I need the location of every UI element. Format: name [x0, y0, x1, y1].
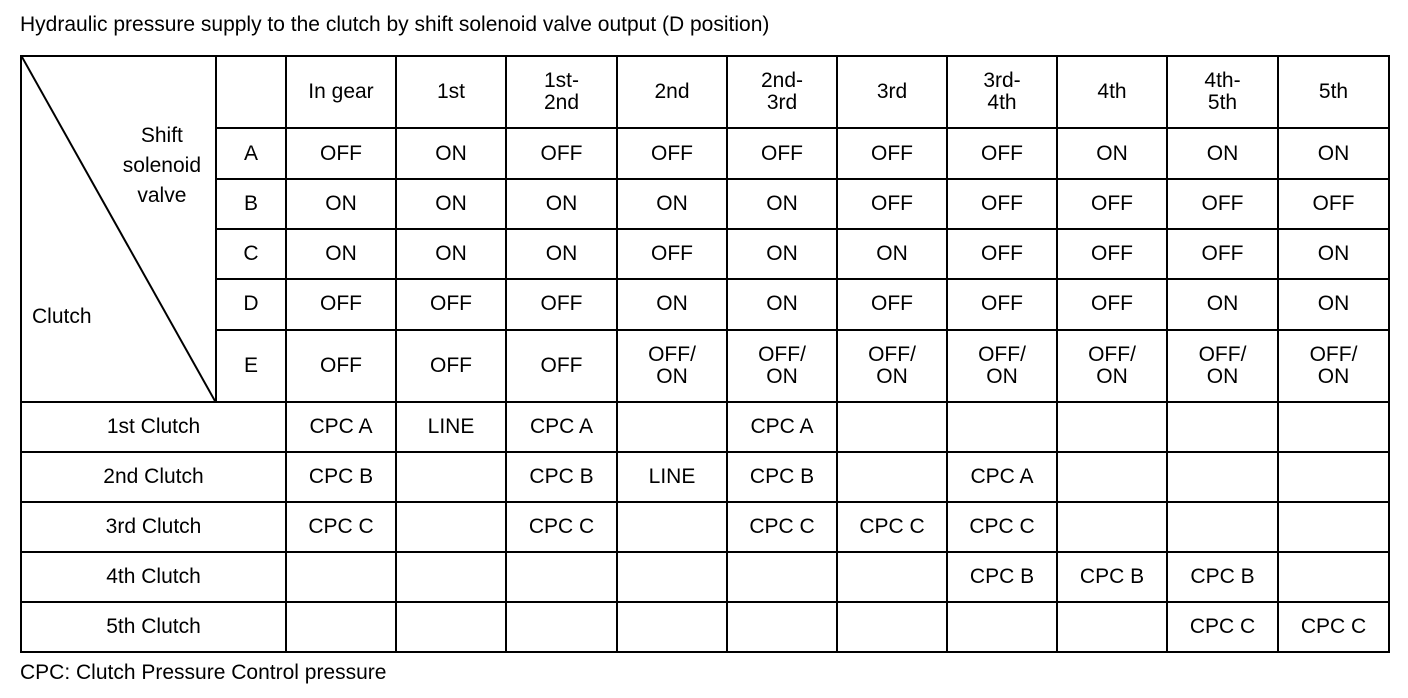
clutch-label: 3rd Clutch [21, 502, 286, 552]
pressure-cell [1278, 402, 1389, 452]
cell-text: OFF/ [978, 342, 1026, 366]
cell-text: OFF [1201, 242, 1244, 266]
pressure-cell [1167, 452, 1278, 502]
pressure-cell [1278, 502, 1389, 552]
solenoid-state-cell [506, 229, 617, 279]
cell-text: ON [766, 292, 798, 316]
cell-text: OFF [981, 191, 1023, 215]
pressure-cell: CPC B [1057, 552, 1167, 602]
solenoid-state-cell [1057, 229, 1167, 279]
cell-text: OFF [320, 141, 362, 165]
cell-text: OFF [871, 292, 913, 316]
cell-text: ON [435, 191, 467, 215]
cell-text: OFF [1091, 191, 1133, 215]
solenoid-state-cell [837, 179, 947, 229]
solenoid-state-cell [396, 279, 506, 329]
solenoid-label: B [216, 179, 286, 229]
solenoid-state-cell [727, 229, 837, 279]
pressure-cell [1057, 602, 1167, 652]
clutch-row [21, 502, 1389, 552]
solenoid-state-cell [286, 279, 396, 329]
pressure-cell: CPC A [286, 402, 396, 452]
cell-text: ON [325, 242, 357, 266]
cell-text: 4th [1097, 80, 1127, 104]
pressure-cell [947, 602, 1057, 652]
cell-text: ON [656, 191, 688, 215]
column-header [1167, 56, 1278, 128]
pressure-cell: CPC C [1278, 602, 1389, 652]
pressure-cell: CPC A [727, 402, 837, 452]
solenoid-state-cell [286, 179, 396, 229]
column-header [1278, 56, 1389, 128]
solenoid-state-cell [617, 229, 727, 279]
solenoid-state-cell [1278, 330, 1389, 402]
pressure-cell [1057, 452, 1167, 502]
solenoid-row-d [21, 279, 1389, 329]
clutch-label: 5th Clutch [21, 602, 286, 652]
solenoid-state-cell [1167, 330, 1278, 402]
cell-text: OFF [320, 292, 362, 316]
cell-text: OFF/ [1198, 342, 1247, 366]
cell-text: ON [1206, 292, 1239, 316]
clutch-label: 1st Clutch [21, 402, 286, 452]
solenoid-state-cell [1278, 279, 1389, 329]
header-blank-cell [216, 56, 286, 128]
cell-text: OFF/ [1309, 342, 1358, 366]
solenoid-state-cell [617, 279, 727, 329]
clutch-label: 2nd Clutch [21, 452, 286, 502]
cell-text: ON [766, 242, 798, 266]
solenoid-state-cell [1057, 330, 1167, 402]
cell-text: ON [656, 292, 688, 316]
column-header [1057, 56, 1167, 128]
cell-text: 1st- [543, 69, 579, 93]
solenoid-label: C [216, 229, 286, 279]
cell-text: OFF [761, 141, 803, 165]
cell-text: 4th [987, 91, 1017, 115]
cell-text: OFF/ [758, 342, 806, 366]
cell-text: OFF [540, 292, 583, 316]
solenoid-state-cell [617, 179, 727, 229]
pressure-cell [506, 552, 617, 602]
cell-text: OFF [540, 353, 583, 377]
solenoid-state-cell [1057, 279, 1167, 329]
solenoid-row-b [21, 179, 1389, 229]
cell-text: OFF [871, 141, 913, 165]
pressure-cell [1167, 502, 1278, 552]
solenoid-row-a [21, 128, 1389, 178]
cell-text: OFF [1091, 242, 1133, 266]
solenoid-label: D [216, 279, 286, 329]
pressure-cell [837, 402, 947, 452]
pressure-cell: CPC C [727, 502, 837, 552]
header-row [21, 56, 1389, 128]
cell-text: ON [545, 242, 578, 266]
solenoid-state-cell [947, 128, 1057, 178]
cell-text: ON [1206, 364, 1239, 388]
cell-text: OFF [651, 242, 693, 266]
solenoid-state-cell [1167, 128, 1278, 178]
pressure-cell [617, 502, 727, 552]
cell-text: ON [325, 191, 357, 215]
solenoid-state-cell [506, 128, 617, 178]
cell-text: ON [986, 364, 1018, 388]
pressure-cell [617, 602, 727, 652]
pressure-cell [837, 452, 947, 502]
cell-text: OFF [871, 191, 913, 215]
column-header [396, 56, 506, 128]
clutch-axis-label: Clutch [32, 305, 92, 328]
column-header [947, 56, 1057, 128]
pressure-cell [837, 552, 947, 602]
clutch-label: 4th Clutch [21, 552, 286, 602]
solenoid-state-cell [617, 330, 727, 402]
clutch-row [21, 452, 1389, 502]
solenoid-label: E [216, 330, 286, 402]
pressure-cell: CPC C [1167, 602, 1278, 652]
solenoid-state-cell [727, 179, 837, 229]
clutch-row [21, 602, 1389, 652]
pressure-cell [1057, 402, 1167, 452]
cell-text: OFF [1201, 191, 1244, 215]
cell-text: ON [656, 364, 688, 388]
pressure-cell [1167, 402, 1278, 452]
cell-text: ON [1096, 364, 1128, 388]
clutch-row [21, 402, 1389, 452]
solenoid-state-cell [947, 179, 1057, 229]
corner-cell [21, 56, 216, 402]
page-title: Hydraulic pressure supply to the clutch by shift solenoid valve output (D position) [20, 13, 770, 36]
cell-text: 1st [436, 80, 465, 104]
cell-text: 2nd [543, 91, 580, 115]
pressure-cell [727, 552, 837, 602]
solenoid-state-cell [1167, 229, 1278, 279]
solenoid-state-cell [286, 128, 396, 178]
cell-text: ON [766, 364, 798, 388]
cell-text: ON [1096, 141, 1128, 165]
cell-text: OFF [981, 292, 1023, 316]
solenoid-state-cell [396, 179, 506, 229]
solenoid-state-cell [1278, 229, 1389, 279]
cell-text: ON [876, 364, 908, 388]
pressure-cell: CPC A [506, 402, 617, 452]
pressure-cell [837, 602, 947, 652]
cell-text: ON [1206, 141, 1239, 165]
pressure-cell [727, 602, 837, 652]
solenoid-state-cell [1278, 128, 1389, 178]
solenoid-state-cell [947, 330, 1057, 402]
label-line: valve [137, 184, 187, 207]
solenoid-state-cell [837, 128, 947, 178]
solenoid-state-cell [947, 279, 1057, 329]
cell-text: ON [545, 191, 578, 215]
cell-text: 5th [1207, 91, 1238, 115]
clutch-row [21, 552, 1389, 602]
shift-solenoid-valve-label [123, 121, 201, 211]
cell-text: ON [435, 242, 467, 266]
pressure-cell [396, 502, 506, 552]
cell-text: OFF [1312, 191, 1355, 215]
solenoid-state-cell [286, 229, 396, 279]
solenoid-state-cell [727, 330, 837, 402]
column-header [617, 56, 727, 128]
solenoid-state-cell [396, 128, 506, 178]
pressure-cell [1278, 452, 1389, 502]
cell-text: 2nd- [760, 69, 804, 93]
solenoid-state-cell [947, 229, 1057, 279]
pressure-cell [617, 552, 727, 602]
pressure-cell [396, 452, 506, 502]
solenoid-state-cell [617, 128, 727, 178]
pressure-cell: CPC B [947, 552, 1057, 602]
solenoid-state-cell [1167, 279, 1278, 329]
pressure-cell: CPC C [506, 502, 617, 552]
solenoid-state-cell [727, 279, 837, 329]
pressure-cell: CPC C [947, 502, 1057, 552]
footnote: CPC: Clutch Pressure Control pressure [20, 661, 387, 684]
cell-text: OFF [430, 292, 472, 316]
pressure-cell [506, 602, 617, 652]
solenoid-state-cell [286, 330, 396, 402]
cell-text: 5th [1318, 80, 1349, 104]
pressure-cell: LINE [396, 402, 506, 452]
label-line: Shift [140, 124, 183, 147]
solenoid-state-cell [727, 128, 837, 178]
solenoid-state-cell [1057, 179, 1167, 229]
cell-text: 4th- [1204, 69, 1241, 93]
cell-text: OFF [981, 242, 1023, 266]
solenoid-state-cell [837, 229, 947, 279]
cell-text: 3rd [876, 80, 908, 104]
solenoid-state-cell [396, 229, 506, 279]
cell-text: 2nd [654, 80, 690, 104]
cell-text: OFF [320, 353, 362, 377]
solenoid-state-cell [1278, 179, 1389, 229]
column-header [837, 56, 947, 128]
solenoid-state-cell [1057, 128, 1167, 178]
solenoid-state-cell [506, 279, 617, 329]
cell-text: OFF [430, 353, 472, 377]
cell-text: ON [1317, 242, 1350, 266]
cell-text: ON [766, 191, 798, 215]
solenoid-state-cell [837, 279, 947, 329]
cell-text: OFF [1091, 292, 1133, 316]
solenoid-row-c [21, 229, 1389, 279]
pressure-cell [1278, 552, 1389, 602]
cell-text: 3rd [766, 91, 798, 115]
cell-text: OFF [981, 141, 1023, 165]
cell-text: ON [1317, 141, 1350, 165]
solenoid-state-cell [506, 179, 617, 229]
solenoid-row-e [21, 330, 1389, 402]
pressure-cell: CPC B [1167, 552, 1278, 602]
pressure-cell [947, 402, 1057, 452]
cell-text: ON [1317, 292, 1350, 316]
pressure-cell [286, 602, 396, 652]
pressure-cell [396, 602, 506, 652]
cell-text: OFF/ [868, 342, 916, 366]
cell-text: In gear [308, 80, 374, 104]
column-header [506, 56, 617, 128]
solenoid-label: A [216, 128, 286, 178]
cell-text: ON [876, 242, 908, 266]
cell-text: OFF/ [648, 342, 696, 366]
solenoid-state-cell [837, 330, 947, 402]
pressure-cell: CPC C [837, 502, 947, 552]
diagonal-divider [22, 57, 215, 401]
pressure-cell [396, 552, 506, 602]
solenoid-state-cell [396, 330, 506, 402]
cell-text: 3rd- [983, 69, 1021, 93]
column-header [727, 56, 837, 128]
cell-text: ON [435, 141, 467, 165]
pressure-cell [1057, 502, 1167, 552]
column-header [286, 56, 396, 128]
pressure-cell [286, 552, 396, 602]
pressure-cell: LINE [617, 452, 727, 502]
pressure-cell: CPC B [286, 452, 396, 502]
cell-text: OFF/ [1088, 342, 1136, 366]
solenoid-state-cell [506, 330, 617, 402]
pressure-cell: CPC B [727, 452, 837, 502]
label-line: solenoid [122, 154, 201, 177]
pressure-cell: CPC A [947, 452, 1057, 502]
cell-text: OFF [651, 141, 693, 165]
solenoid-clutch-table [20, 55, 1390, 653]
cell-text: ON [1317, 364, 1350, 388]
pressure-cell: CPC C [286, 502, 396, 552]
cell-text: OFF [540, 141, 583, 165]
pressure-cell: CPC B [506, 452, 617, 502]
solenoid-state-cell [1167, 179, 1278, 229]
pressure-cell [617, 402, 727, 452]
